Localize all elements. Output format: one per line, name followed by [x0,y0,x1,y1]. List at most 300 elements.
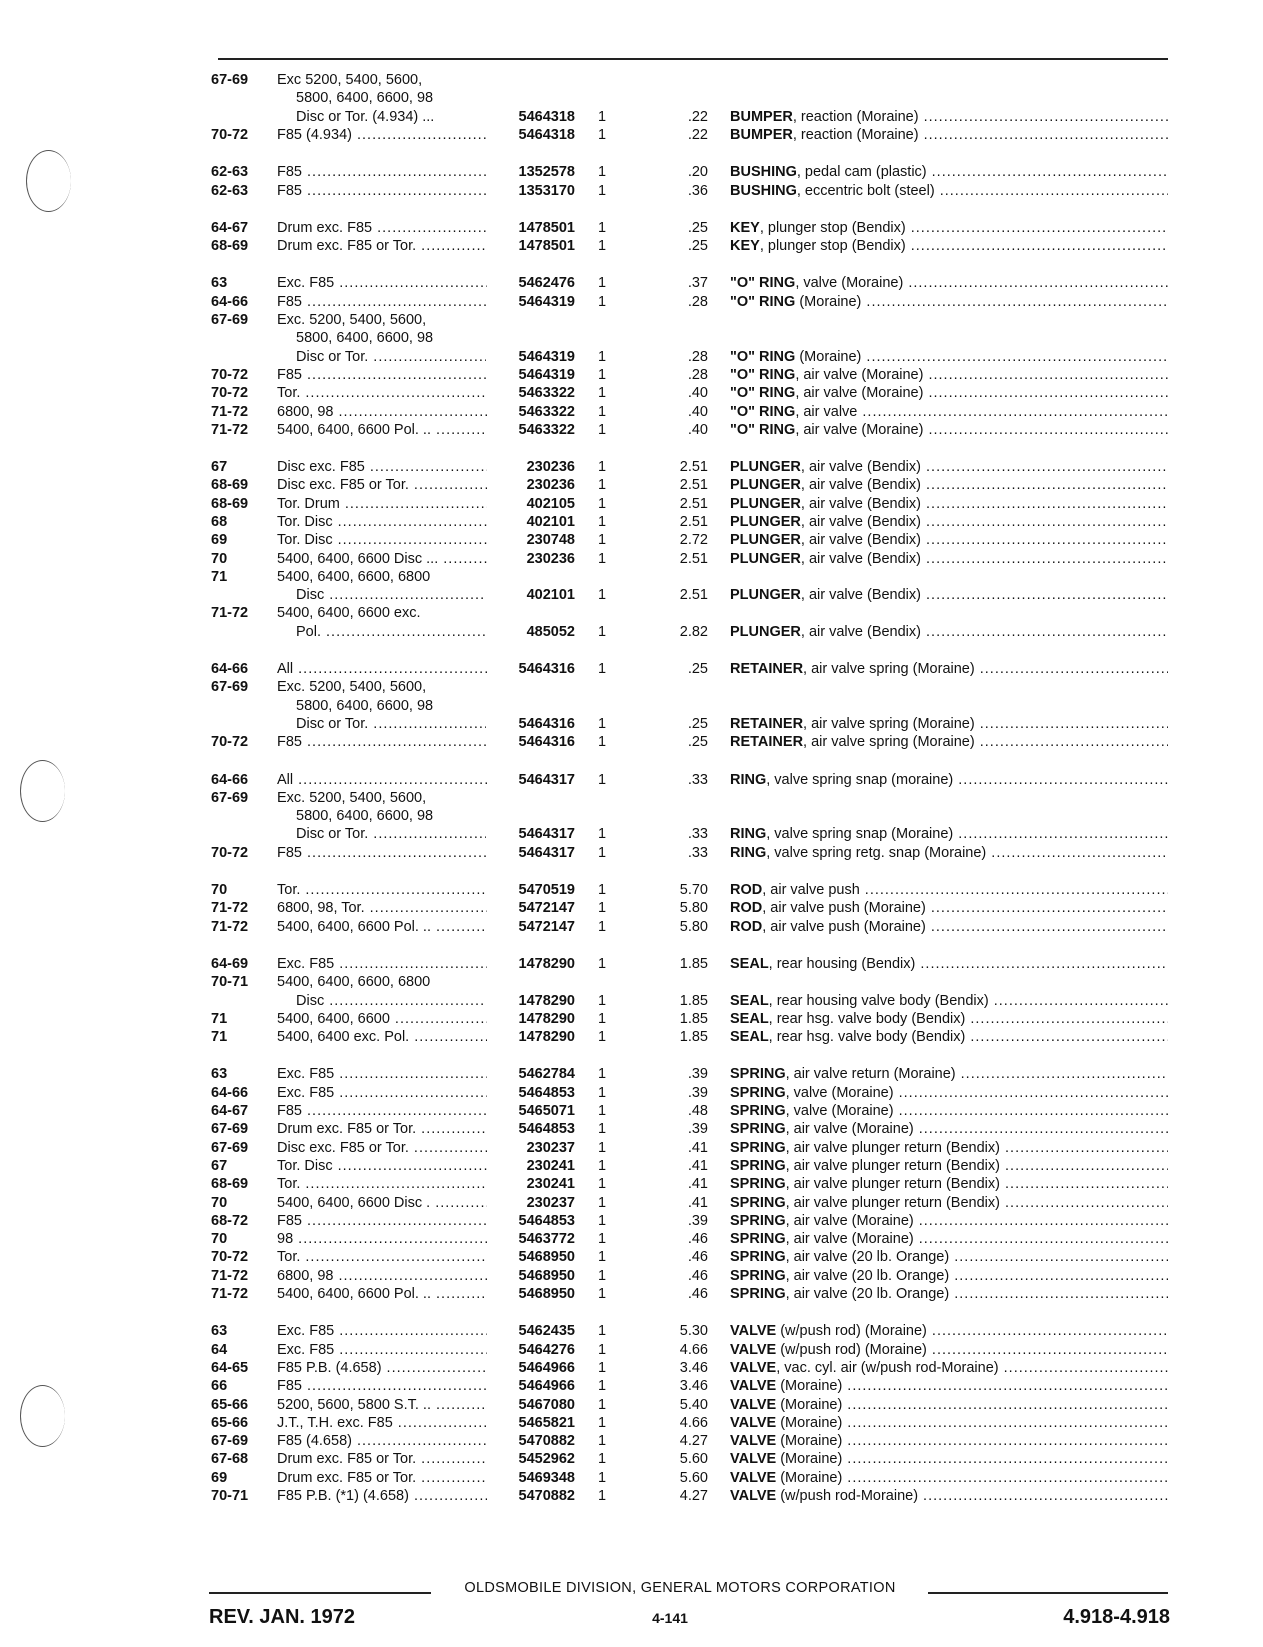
part-description: , air valve (Bendix) [800,496,921,512]
footer-division: OLDSMOBILE DIVISION, GENERAL MOTORS CORPORATION [464,1580,896,1596]
year-cell: 71-72 [211,422,249,438]
application-cell: Exc. F85 ..... [277,274,487,293]
quantity-cell: 1 [597,1323,607,1339]
description-cell [730,531,1168,550]
description-cell [730,348,1168,367]
part-number-cell: 5464966 [518,1378,575,1394]
price-cell: 2.51 [679,587,708,603]
price-cell: .36 [687,183,708,199]
parts-row [0,1084,1263,1103]
quantity-cell: 1 [597,772,607,788]
quantity-cell: 1 [597,1286,607,1302]
part-description: , air valve (Bendix) [800,477,921,493]
year-cell: 70 [211,1195,228,1211]
application-cell: Tor. ..... [277,1175,487,1194]
part-number-cell: 5464316 [518,734,575,750]
application-cell: Exc. F85 ..... [277,1341,487,1360]
part-number-cell: 402105 [526,496,575,512]
description-cell [730,1469,1168,1488]
quantity-cell: 1 [597,919,607,935]
part-description: , vac. cyl. air (w/push rod-Moraine) [776,1360,999,1376]
year-cell: 67-69 [211,1433,249,1449]
parts-row [0,348,1263,367]
application-cell: 5800, 6400, 6600, 98 [296,698,434,714]
year-cell: 70 [211,882,228,898]
part-name: "O" RING [730,367,796,383]
year-cell: 67 [211,459,228,475]
price-cell: .33 [687,826,708,842]
description-cell [730,495,1168,514]
description-cell [730,586,1168,605]
quantity-cell: 1 [597,1158,607,1174]
application-cell: Exc. 5200, 5400, 5600, [277,790,427,806]
part-description: , air valve plunger return (Bendix) [785,1176,1000,1192]
part-description: , valve (Moraine) [785,1103,894,1119]
year-cell: 70 [211,1231,228,1247]
price-cell: .25 [687,661,708,677]
price-cell: .39 [687,1066,708,1082]
application-cell: Drum exc. F85 or Tor. ..... [277,1120,487,1139]
description-cell [730,1065,1168,1084]
application-cell: F85 ..... [277,1377,487,1396]
part-name: VALVE [730,1342,777,1358]
part-number-cell: 5464853 [518,1213,575,1229]
description-cell [730,458,1168,477]
parts-row [0,237,1263,256]
description-cell [730,1359,1168,1378]
year-cell: 64-66 [211,1085,249,1101]
price-cell: 1.85 [679,1011,708,1027]
year-cell: 71 [211,1029,228,1045]
description-cell [730,844,1168,863]
application-cell: 5400, 6400 exc. Pol. ..... [277,1028,487,1047]
year-cell: 65-66 [211,1397,249,1413]
application-cell: Disc ..... [296,992,486,1011]
price-cell: .39 [687,1085,708,1101]
part-number-cell: 5464319 [518,294,575,310]
price-cell: 2.51 [679,551,708,567]
parts-row [0,1120,1263,1139]
part-number-cell: 1478290 [518,956,575,972]
application-cell: F85 ..... [277,293,487,312]
description-cell [730,881,1168,900]
description-cell [730,274,1168,293]
part-number-cell: 1478501 [518,220,575,236]
parts-row [0,881,1263,900]
part-name: "O" RING [730,385,796,401]
year-cell: 67-69 [211,679,249,695]
year-cell: 63 [211,1066,228,1082]
part-name: SPRING [730,1268,786,1284]
price-cell: 2.51 [679,477,708,493]
price-cell: .37 [687,275,708,291]
part-number-cell: 5462435 [518,1323,575,1339]
part-description: , air valve (Moraine) [795,385,924,401]
application-cell: F85 (4.658) ..... [277,1432,487,1451]
part-name: VALVE [730,1415,777,1431]
part-name: "O" RING [730,349,796,365]
description-cell [730,1102,1168,1121]
year-cell: 71-72 [211,404,249,420]
description-cell [730,1450,1168,1469]
description-cell [730,219,1168,238]
part-description: , air valve (Bendix) [800,624,921,640]
part-description: , air valve return (Moraine) [785,1066,956,1082]
part-name: SEAL [730,956,769,972]
year-cell: 62-63 [211,164,249,180]
part-description: , air valve plunger return (Bendix) [785,1195,1000,1211]
price-cell: .46 [687,1268,708,1284]
application-cell: Exc. 5200, 5400, 5600, [277,312,427,328]
part-name: ROD [730,919,763,935]
quantity-cell: 1 [597,1066,607,1082]
quantity-cell: 1 [597,1342,607,1358]
part-description: , air valve (Moraine) [785,1121,914,1137]
part-description: , air valve [795,404,858,420]
part-name: ROD [730,900,763,916]
application-cell: Tor. ..... [277,881,487,900]
year-cell: 70-72 [211,127,249,143]
year-cell: 64-66 [211,661,249,677]
quantity-cell: 1 [597,624,607,640]
part-name: "O" RING [730,275,796,291]
application-cell: Exc. F85 ..... [277,1065,487,1084]
price-cell: 1.85 [679,993,708,1009]
parts-row [0,1322,1263,1341]
part-number-cell: 1478290 [518,1011,575,1027]
application-cell: 5200, 5600, 5800 S.T. .. ..... [277,1396,487,1415]
description-cell [730,1194,1168,1213]
price-cell: .28 [687,367,708,383]
quantity-cell: 1 [597,716,607,732]
part-name: SPRING [730,1176,786,1192]
year-cell: 69 [211,532,228,548]
part-description: , air valve (20 lb. Orange) [785,1268,950,1284]
part-number-cell: 5464966 [518,1360,575,1376]
year-cell: 68 [211,514,228,530]
application-cell: Exc. F85 ..... [277,1084,487,1103]
description-cell [730,403,1168,422]
application-cell: Drum exc. F85 ..... [277,219,487,238]
quantity-cell: 1 [597,661,607,677]
application-cell: 6800, 98 ..... [277,403,487,422]
application-cell: Drum exc. F85 or Tor. ..... [277,1450,487,1469]
part-number-cell: 5464319 [518,349,575,365]
price-cell: .25 [687,238,708,254]
part-number-cell: 5465071 [518,1103,575,1119]
part-name: VALVE [730,1433,777,1449]
application-cell: F85 ..... [277,1212,487,1231]
parts-row [0,311,1263,330]
parts-row [0,476,1263,495]
application-cell: 5400, 6400, 6600, 6800 [277,974,431,990]
quantity-cell: 1 [597,1213,607,1229]
price-cell: .25 [687,716,708,732]
year-cell: 70-71 [211,1488,249,1504]
part-description: , reaction (Moraine) [792,127,919,143]
description-cell [730,421,1168,440]
price-cell: 3.46 [679,1360,708,1376]
price-cell: .46 [687,1249,708,1265]
part-name: BUMPER [730,127,793,143]
part-description: , air valve (Moraine) [785,1231,914,1247]
part-description: , valve spring retg. snap (Moraine) [766,845,987,861]
description-cell [730,660,1168,679]
quantity-cell: 1 [597,1415,607,1431]
part-description: , air valve plunger return (Bendix) [785,1140,1000,1156]
part-name: PLUNGER [730,587,801,603]
price-cell: .33 [687,772,708,788]
part-description: , rear housing valve body (Bendix) [768,993,989,1009]
part-description: , pedal cam (plastic) [796,164,927,180]
parts-row [0,733,1263,752]
footer-page-number: 4-141 [652,1610,688,1626]
parts-row [0,825,1263,844]
description-cell [730,1396,1168,1415]
price-cell: .25 [687,220,708,236]
year-cell: 70 [211,551,228,567]
part-description: , rear hsg. valve body (Bendix) [768,1029,966,1045]
parts-row [0,1028,1263,1047]
price-cell: .40 [687,385,708,401]
part-description: , valve spring snap (Moraine) [766,826,954,842]
parts-row [0,844,1263,863]
year-cell: 67-69 [211,312,249,328]
parts-row [0,513,1263,532]
parts-row [0,992,1263,1011]
description-cell [730,1248,1168,1267]
price-cell: .22 [687,109,708,125]
year-cell: 68-72 [211,1213,249,1229]
year-cell: 71-72 [211,1286,249,1302]
description-cell [730,1341,1168,1360]
part-description: (Moraine) [795,294,862,310]
part-name: KEY [730,220,760,236]
quantity-cell: 1 [597,900,607,916]
parts-row [0,1377,1263,1396]
year-cell: 71-72 [211,919,249,935]
part-description: (Moraine) [776,1451,843,1467]
part-name: PLUNGER [730,532,801,548]
description-cell [730,108,1168,127]
year-cell: 64-66 [211,772,249,788]
price-cell: .46 [687,1286,708,1302]
parts-row [0,623,1263,642]
quantity-cell: 1 [597,551,607,567]
part-number-cell: 5464318 [518,109,575,125]
part-name: SPRING [730,1085,786,1101]
part-number-cell: 1353170 [518,183,575,199]
part-number-cell: 230237 [526,1195,575,1211]
year-cell: 67-69 [211,790,249,806]
year-cell: 66 [211,1378,228,1394]
part-name: SEAL [730,993,769,1009]
price-cell: 5.60 [679,1451,708,1467]
application-cell: 5400, 6400, 6600 ..... [277,1010,487,1029]
quantity-cell: 1 [597,993,607,1009]
part-name: VALVE [730,1360,777,1376]
parts-row [0,384,1263,403]
part-description: , eccentric bolt (steel) [796,183,935,199]
part-number-cell: 5463772 [518,1231,575,1247]
year-cell: 71 [211,569,228,585]
parts-row [0,568,1263,587]
part-description: (Moraine) [795,349,862,365]
price-cell: .39 [687,1121,708,1137]
part-number-cell: 5464853 [518,1121,575,1137]
part-name: PLUNGER [730,459,801,475]
year-cell: 64-69 [211,956,249,972]
price-cell: .33 [687,845,708,861]
quantity-cell: 1 [597,404,607,420]
quantity-cell: 1 [597,1360,607,1376]
application-cell: Exc. F85 ..... [277,1322,487,1341]
parts-row [0,1157,1263,1176]
parts-row [0,955,1263,974]
part-description: , air valve plunger return (Bendix) [785,1158,1000,1174]
price-cell: .40 [687,404,708,420]
parts-row [0,71,1263,90]
part-name: BUSHING [730,164,797,180]
part-number-cell: 230241 [526,1158,575,1174]
description-cell [730,1139,1168,1158]
part-name: PLUNGER [730,496,801,512]
application-cell: 5400, 6400, 6600 exc. [277,605,421,621]
description-cell [730,918,1168,937]
parts-row [0,715,1263,734]
year-cell: 71-72 [211,605,249,621]
quantity-cell: 1 [597,109,607,125]
part-number-cell: 230236 [526,477,575,493]
part-number-cell: 1352578 [518,164,575,180]
price-cell: 5.30 [679,1323,708,1339]
part-description: (Moraine) [776,1397,843,1413]
parts-row [0,899,1263,918]
quantity-cell: 1 [597,1103,607,1119]
application-cell: F85 ..... [277,1102,487,1121]
part-number-cell: 1478290 [518,993,575,1009]
part-number-cell: 5464318 [518,127,575,143]
parts-row [0,1194,1263,1213]
part-name: PLUNGER [730,551,801,567]
price-cell: .40 [687,422,708,438]
year-cell: 67 [211,1158,228,1174]
price-cell: 5.40 [679,1397,708,1413]
application-cell: F85 ..... [277,844,487,863]
part-description: , rear hsg. valve body (Bendix) [768,1011,966,1027]
application-cell: 5400, 6400, 6600 Pol. .. ..... [277,421,487,440]
year-cell: 68-69 [211,238,249,254]
part-name: SPRING [730,1231,786,1247]
application-cell: Tor. ..... [277,1248,487,1267]
price-cell: .41 [687,1195,708,1211]
application-cell: 5400, 6400, 6600, 6800 [277,569,431,585]
part-number-cell: 5468950 [518,1249,575,1265]
part-description: , air valve (Bendix) [800,532,921,548]
part-name: "O" RING [730,294,796,310]
part-name: VALVE [730,1451,777,1467]
price-cell: .41 [687,1140,708,1156]
quantity-cell: 1 [597,1121,607,1137]
part-name: VALVE [730,1397,777,1413]
price-cell: 2.82 [679,624,708,640]
part-name: RETAINER [730,716,804,732]
part-name: PLUNGER [730,514,801,530]
part-number-cell: 230236 [526,459,575,475]
price-cell: 4.66 [679,1342,708,1358]
part-number-cell: 230236 [526,551,575,567]
description-cell [730,1157,1168,1176]
quantity-cell: 1 [597,1249,607,1265]
year-cell: 64-65 [211,1360,249,1376]
application-cell: All ..... [277,771,487,790]
parts-row [0,1212,1263,1231]
part-description: (Moraine) [776,1470,843,1486]
part-number-cell: 402101 [526,514,575,530]
footer-rule-left [209,1592,431,1594]
part-description: , air valve spring (Moraine) [803,734,975,750]
parts-row [0,1396,1263,1415]
part-description: (w/push rod-Moraine) [776,1488,919,1504]
year-cell: 67-69 [211,1140,249,1156]
quantity-cell: 1 [597,220,607,236]
price-cell: .48 [687,1103,708,1119]
part-number-cell: 1478501 [518,238,575,254]
application-cell: Drum exc. F85 or Tor. ..... [277,1469,487,1488]
part-number-cell: 5470882 [518,1433,575,1449]
parts-row [0,918,1263,937]
description-cell [730,899,1168,918]
application-cell: 5400, 6400, 6600 Disc . ..... [277,1194,487,1213]
year-cell: 71 [211,1011,228,1027]
parts-row [0,1267,1263,1286]
parts-row [0,1230,1263,1249]
part-number-cell: 5465821 [518,1415,575,1431]
application-cell: Disc exc. F85 or Tor. ..... [277,1139,487,1158]
parts-row [0,1450,1263,1469]
application-cell: F85 P.B. (*1) (4.658) ..... [277,1487,487,1506]
year-cell: 69 [211,1470,228,1486]
part-description: , air valve push (Moraine) [762,919,926,935]
part-name: SPRING [730,1066,786,1082]
description-cell [730,1377,1168,1396]
part-description: , air valve (Moraine) [795,367,924,383]
part-name: SEAL [730,1029,769,1045]
part-name: VALVE [730,1470,777,1486]
description-cell [730,1212,1168,1231]
quantity-cell: 1 [597,385,607,401]
description-cell [730,182,1168,201]
application-cell: Exc. 5200, 5400, 5600, [277,679,427,695]
part-name: VALVE [730,1378,777,1394]
application-cell: Disc exc. F85 or Tor. ..... [277,476,487,495]
parts-row [0,1102,1263,1121]
application-cell: Tor. Disc ..... [277,1157,487,1176]
description-cell [730,1010,1168,1029]
price-cell: .22 [687,127,708,143]
part-name: SPRING [730,1121,786,1137]
parts-row [0,807,1263,826]
description-cell [730,1084,1168,1103]
year-cell: 63 [211,275,228,291]
parts-row [0,421,1263,440]
application-cell: 5800, 6400, 6600, 98 [296,808,434,824]
description-cell [730,550,1168,569]
part-description: (Moraine) [776,1433,843,1449]
part-number-cell: 5464319 [518,367,575,383]
quantity-cell: 1 [597,1378,607,1394]
part-description: , valve (Moraine) [785,1085,894,1101]
